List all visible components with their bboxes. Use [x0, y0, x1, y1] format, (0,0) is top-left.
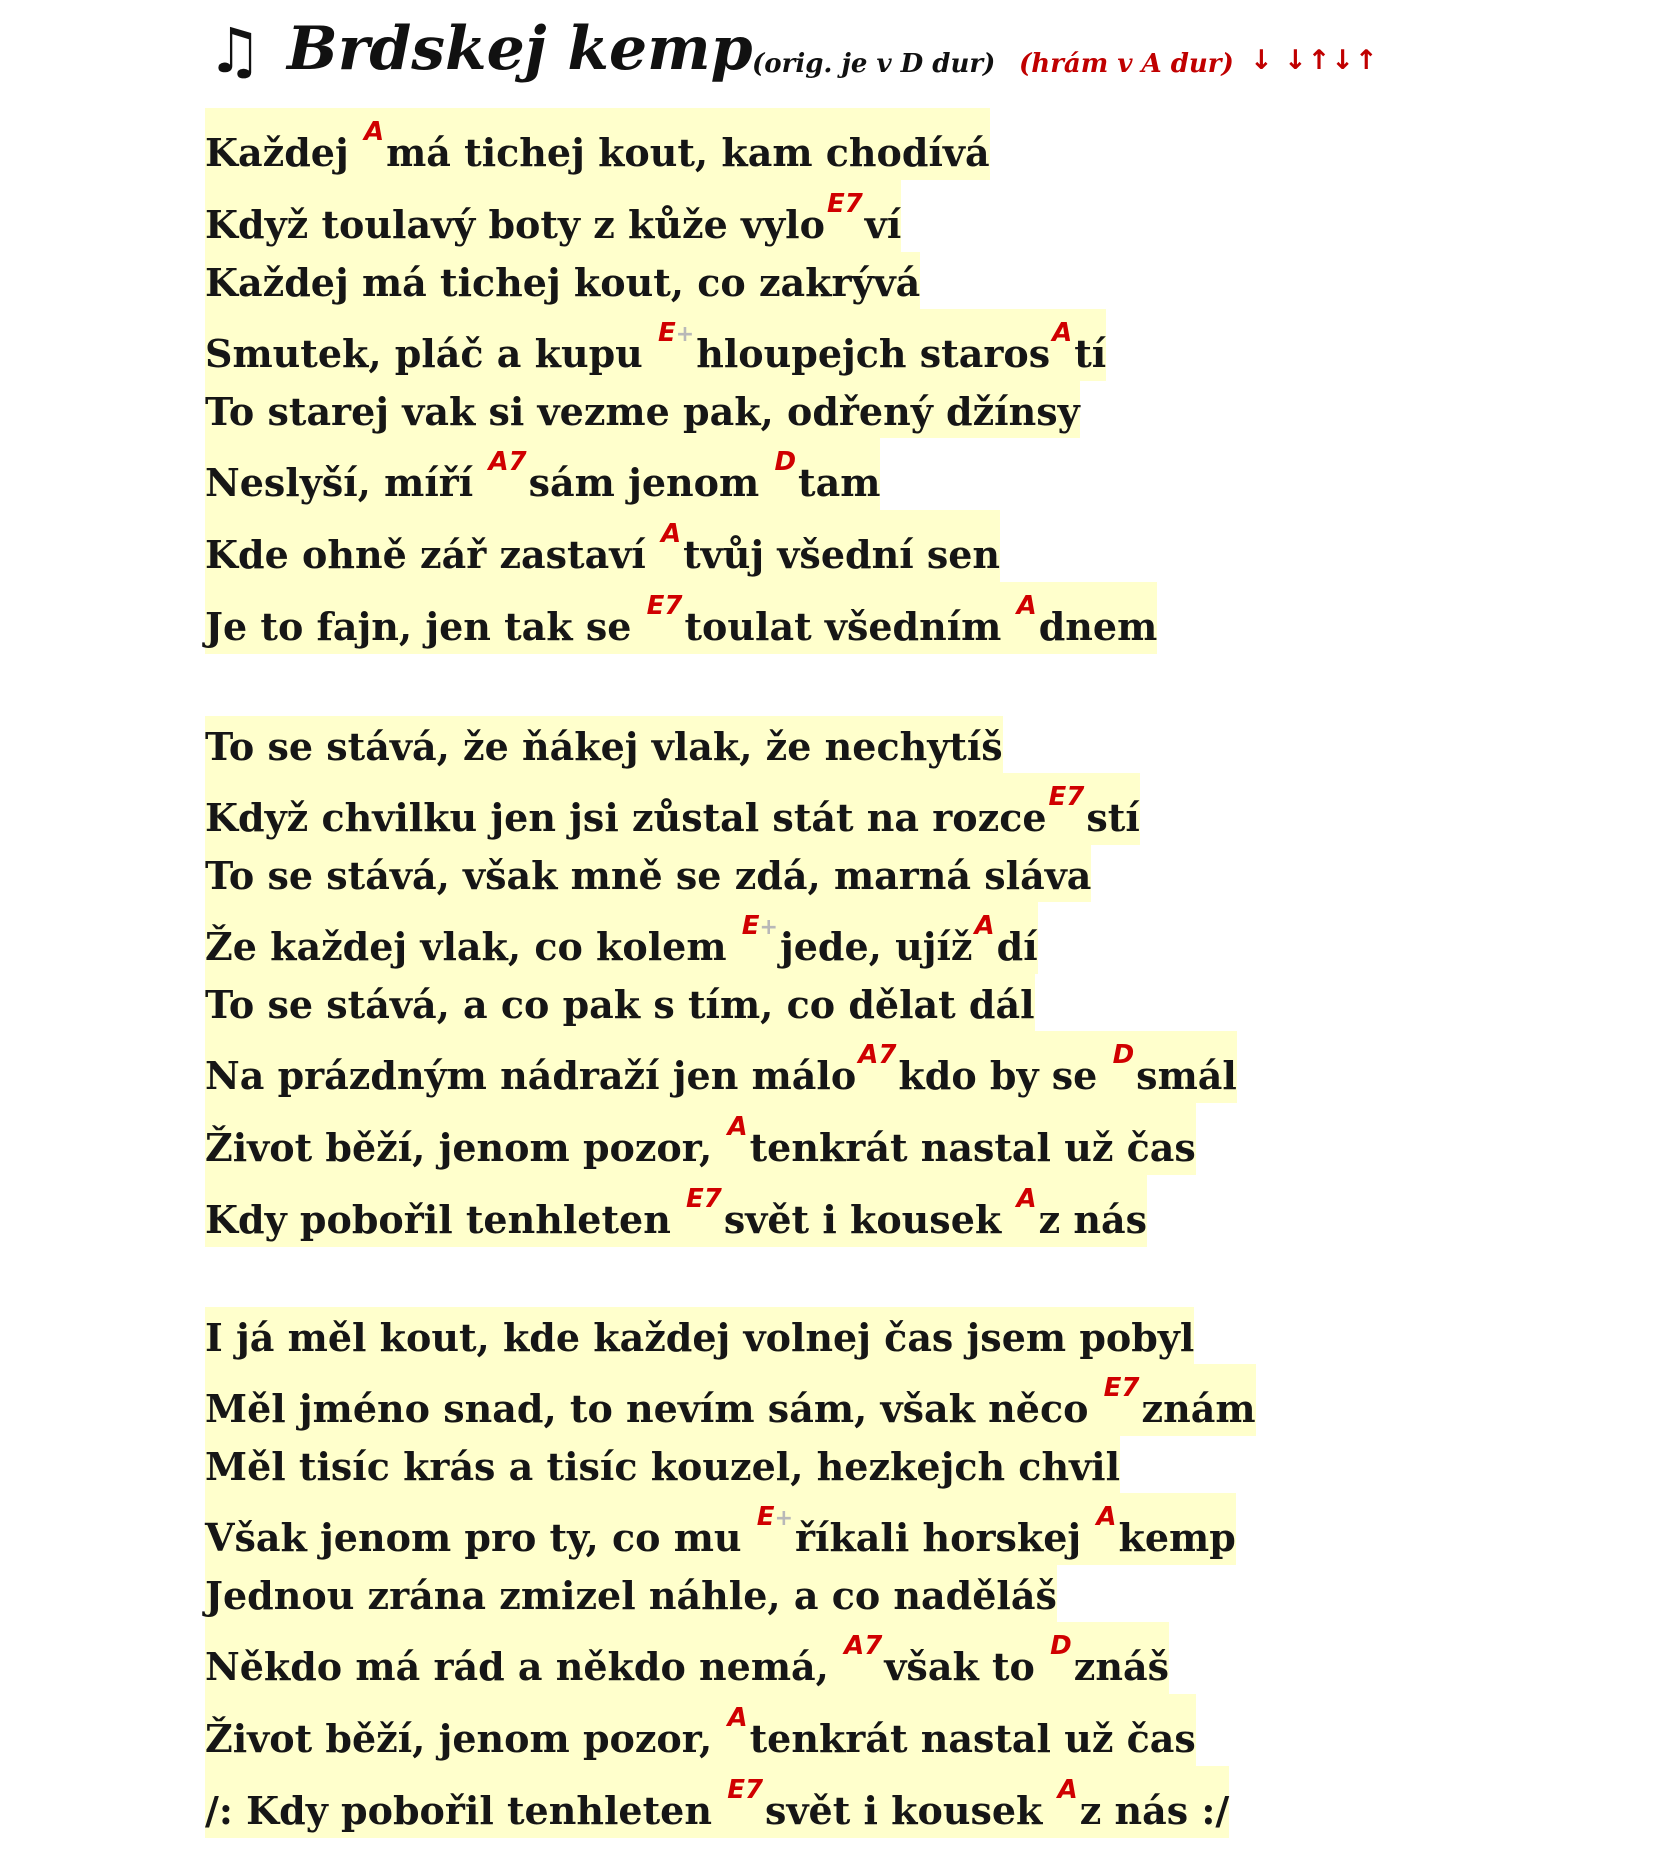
lyric-text: dí [996, 924, 1038, 969]
chord-name: E7 [826, 189, 863, 219]
stanza-3 [205, 1307, 1256, 1838]
lyric-line [205, 716, 1003, 773]
stanza-2 [205, 716, 1237, 1247]
chord-label [757, 1504, 793, 1530]
chord-augmented-mark: + [759, 915, 778, 940]
lyric-text: Každej [205, 130, 362, 175]
chord-label [1050, 1633, 1072, 1659]
chord-name: A [1016, 591, 1037, 621]
lyric-text: tí [1074, 331, 1107, 376]
lyric-text: I já měl kout, kde každej volnej čas jsem pobyl [205, 1315, 1195, 1360]
lyric-line [205, 1103, 1196, 1175]
chord-label [1113, 1042, 1135, 1068]
lyric-text: znám [1141, 1386, 1256, 1431]
lyric-line [205, 1175, 1147, 1247]
lyric-line [205, 510, 1000, 582]
chord-name: E [756, 1502, 775, 1532]
lyric-text: ví [864, 202, 902, 247]
lyric-text: tvůj všední sen [683, 532, 1001, 577]
lyric-line [205, 1031, 1237, 1103]
chord-name: E7 [646, 591, 683, 621]
chord-label [686, 1186, 722, 1212]
lyric-text: dnem [1038, 604, 1158, 649]
lyric-text: Když chvilku jen jsi zůstal stát na rozce [205, 795, 1047, 840]
chord-label [827, 191, 863, 217]
chord-name: A [974, 911, 995, 941]
chord-name: D [1050, 1631, 1072, 1661]
chord-name: A [1052, 318, 1073, 348]
lyric-line [205, 1307, 1194, 1364]
chord-name: A [1096, 1502, 1117, 1532]
chord-label [742, 913, 778, 939]
lyric-text: svět i kousek [723, 1197, 1015, 1242]
original-key-note: (orig. je v D dur) [752, 49, 996, 79]
lyric-text: To starej vak si vezme pak, odřený džínsy [205, 389, 1080, 434]
chord-label [658, 320, 694, 346]
lyric-line [205, 381, 1080, 438]
lyric-line [205, 438, 880, 510]
lyric-text: To se stává, a co pak s tím, co dělat dál [205, 982, 1035, 1027]
chord-name: A7 [488, 447, 527, 477]
lyric-text: Však jenom pro ty, co mu [205, 1515, 755, 1560]
chord-label [844, 1633, 882, 1659]
lyric-line [205, 902, 1038, 974]
lyric-text: hloupejch staros [696, 331, 1051, 376]
chord-label [1104, 1375, 1140, 1401]
lyric-text: /: Kdy pobořil tenhleten [205, 1788, 726, 1833]
lyric-line [205, 108, 990, 180]
chord-label [364, 119, 384, 145]
lyric-line [205, 773, 1140, 845]
lyric-text: Na prázdným nádraží jen málo [205, 1053, 857, 1098]
lyric-text: z nás :/ [1079, 1788, 1230, 1833]
chord-name: A7 [858, 1040, 897, 1070]
chord-augmented-mark: + [675, 322, 695, 347]
lyric-line [205, 1565, 1057, 1622]
chord-label [1016, 1186, 1036, 1212]
lyric-text: má tichej kout, kam chodívá [386, 130, 990, 175]
strum-pattern: ↓ ↓↑↓↑ [1250, 45, 1379, 76]
lyric-text: tam [798, 460, 881, 505]
chord-name: A [1057, 1775, 1078, 1805]
chord-name: E [741, 911, 760, 941]
lyric-text: stí [1086, 795, 1140, 840]
lyric-text: říkali horskej [795, 1515, 1095, 1560]
lyric-text: kdo by se [898, 1053, 1111, 1098]
chord-name: A [727, 1703, 748, 1733]
chord-name: D [774, 447, 797, 477]
chord-label [1052, 320, 1072, 346]
lyric-line [205, 252, 920, 309]
chord-augmented-mark: + [774, 1506, 793, 1531]
lyric-line [205, 1766, 1229, 1838]
lyric-text: To se stává, že ňákej vlak, že nechytíš [205, 724, 1003, 769]
lyric-text: Kdy pobořil tenhleten [205, 1197, 685, 1242]
lyric-line [205, 1694, 1196, 1766]
chord-label [1017, 593, 1037, 619]
chord-label [1058, 1777, 1078, 1803]
chord-name: A [363, 117, 385, 147]
lyric-text: Jednou zrána zmizel náhle, a co naděláš [205, 1573, 1057, 1618]
lyric-text: z nás [1038, 1197, 1148, 1242]
chord-name: A7 [844, 1631, 883, 1661]
lyric-text: smál [1136, 1053, 1237, 1098]
lyric-text: Když toulavý boty z kůže vylo [205, 202, 825, 247]
lyric-line [205, 180, 901, 252]
chord-label [975, 913, 995, 939]
lyric-line [205, 974, 1035, 1031]
lyric-text: Každej má tichej kout, co zakrývá [205, 260, 921, 305]
lyric-text: Život běží, jenom pozor, [205, 1716, 726, 1761]
chord-label [858, 1042, 896, 1068]
lyric-line [205, 845, 1091, 902]
lyric-text: tenkrát nastal už čas [749, 1716, 1196, 1761]
lyric-line [205, 1622, 1169, 1694]
chord-name: E7 [727, 1775, 764, 1805]
lyric-text: Neslyší, míří [205, 460, 487, 505]
lyric-text: Život běží, jenom pozor, [205, 1125, 726, 1170]
lyric-text: znáš [1073, 1644, 1169, 1689]
lyric-line [205, 1364, 1256, 1436]
lyric-text: sám jenom [528, 460, 773, 505]
lyric-line [205, 582, 1157, 654]
chord-name: A [660, 519, 682, 549]
chord-name: D [1112, 1040, 1135, 1070]
lyric-text: jede, ujíž [779, 924, 973, 969]
stanza-1 [205, 108, 1157, 654]
chord-label [727, 1777, 763, 1803]
chord-label [1096, 1504, 1116, 1530]
chord-name: E7 [686, 1184, 722, 1214]
chord-name: E7 [1048, 782, 1085, 812]
chord-name: E [658, 318, 676, 348]
lyric-line [205, 309, 1106, 381]
song-title: Brdskej kemp [287, 14, 753, 84]
chord-name: A [1016, 1184, 1037, 1214]
lyric-text: To se stává, však mně se zdá, marná sláva [205, 853, 1092, 898]
lyric-text: Měl jméno snad, to nevím sám, však něco [205, 1386, 1102, 1431]
chord-name: A [727, 1112, 748, 1142]
lyric-text: Smutek, pláč a kupu [205, 331, 657, 376]
lyric-text: kemp [1118, 1515, 1236, 1560]
lyric-text: Že každej vlak, co kolem [205, 924, 740, 969]
lyric-text: tenkrát nastal už čas [749, 1125, 1196, 1170]
played-key-note: (hrám v A dur) [1019, 49, 1234, 79]
chord-label [1049, 784, 1085, 810]
lyric-text: Je to fajn, jen tak se [205, 604, 645, 649]
lyric-text: Měl tisíc krás a tisíc kouzel, hezkejch chvil [205, 1444, 1121, 1489]
lyric-text: Kde ohně zář zastaví [205, 532, 659, 577]
lyric-text: svět i kousek [765, 1788, 1056, 1833]
music-note-icon: ♫ [207, 14, 263, 87]
lyric-text: Někdo má rád a někdo nemá, [205, 1644, 843, 1689]
chord-label [488, 449, 526, 475]
chord-name: E7 [1103, 1373, 1140, 1403]
lyric-text: však to [884, 1644, 1049, 1689]
chord-label [728, 1705, 748, 1731]
lyric-line [205, 1436, 1120, 1493]
chord-label [728, 1114, 748, 1140]
lyric-text: toulat všedním [684, 604, 1015, 649]
chord-label [647, 593, 683, 619]
chord-label [661, 521, 681, 547]
lyric-line [205, 1493, 1236, 1565]
chord-label [774, 449, 796, 475]
